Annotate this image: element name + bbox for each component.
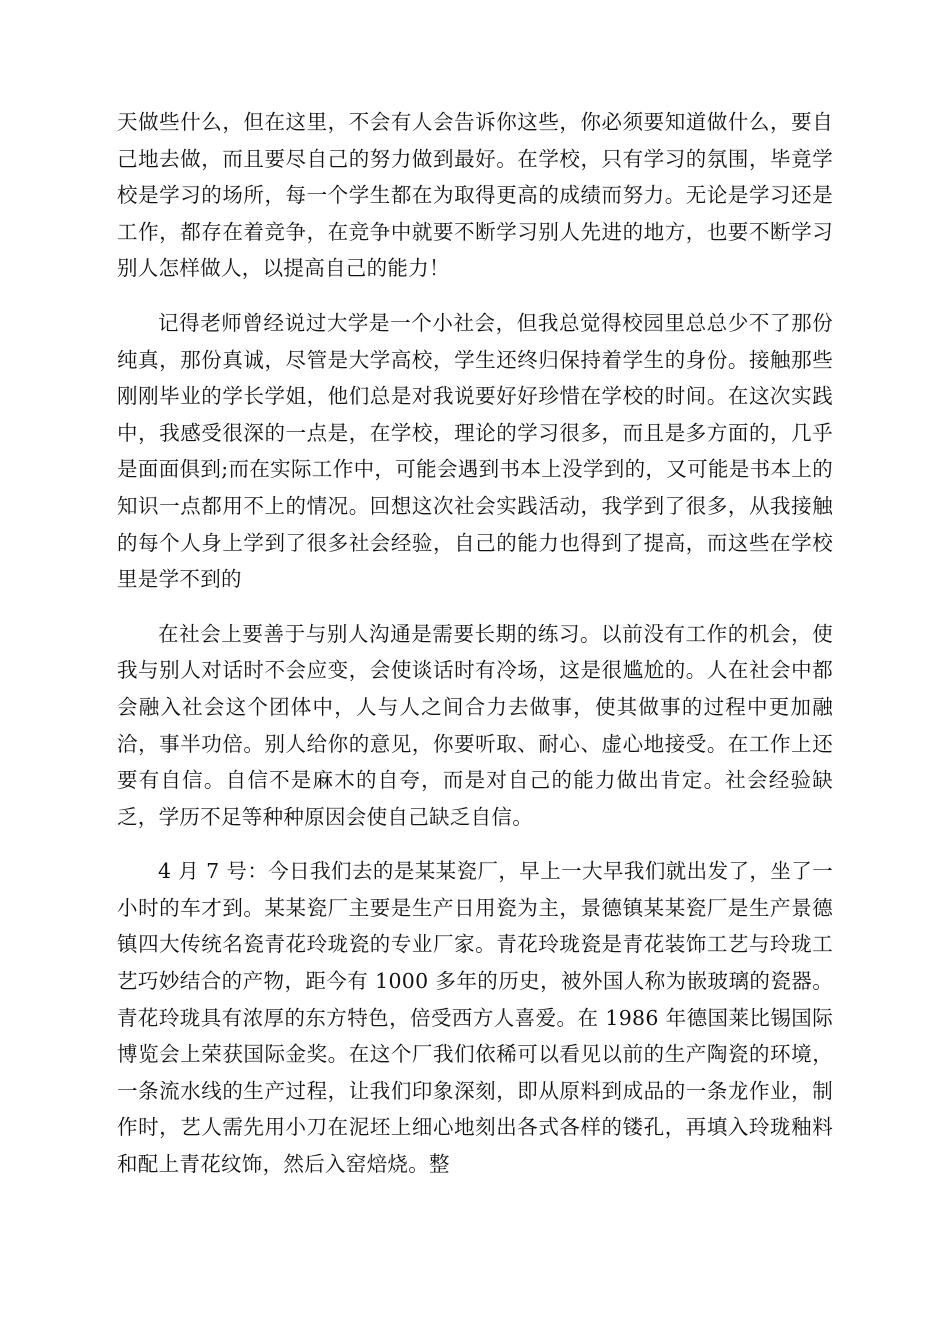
paragraph-spacer xyxy=(117,287,833,305)
paragraph-spacer xyxy=(117,598,833,616)
paragraph-spacer xyxy=(117,835,833,853)
document-body xyxy=(117,104,833,1183)
paragraph-campus-reflection: 记得老师曾经说过大学是一个小社会，但我总觉得校园里总总少不了那份纯真，那份真诚，尽管是大学高校，学生还终归保持着学生的身份。接触那些刚刚毕业的学长学姐，他们总是对我说要好好珍惜在学校的时间。在这次实践中，我感受很深的一点是，在学校，理论的学习很多，而且是多方面的，几乎是面面俱到;而在实际工作中，可能会遇到书本上没学到的，又可能是书本上的知识一点都用不上的情况。回想这次社会实践活动，我学到了很多，从我接触的每个人身上学到了很多社会经验，自己的能力也得到了提高，而这些在学校里是学不到的 xyxy=(117,310,833,592)
paragraph-communication: 在社会上要善于与别人沟通是需要长期的练习。以前没有工作的机会，使我与别人对话时不会应变，会使谈话时有冷场，这是很尴尬的。人在社会中都会融入社会这个团体中，人与人之间合力去做事，使其做事的过程中更加融洽，事半功倍。别人给你的意见，你要听取、耐心、虚心地接受。在工作上还要有自信。自信不是麻木的自夸，而是对自己的能力做出肯定。社会经验缺乏，学历不足等种种原因会使自己缺乏自信。 xyxy=(117,621,833,829)
paragraph-porcelain-factory: 4 月 7 号：今日我们去的是某某瓷厂，早上一大早我们就出发了，坐了一小时的车才到。某某瓷厂主要是生产日用瓷为主，景德镇某某瓷厂是生产景德镇四大传统名瓷青花玲珑瓷的专业厂家。青花玲珑瓷是青花装饰工艺与玲珑工艺巧妙结合的产物，距今有 1000 多年的历史，被外国人称为嵌玻璃的瓷器。青花玲珑具有浓厚的东方特色，倍受西方人喜爱。在 1986 年德国莱比锡国际博览会上荣获国际金奖。在这个厂我们依稀可以看见以前的生产陶瓷的环境，一条流水线的生产过程，让我们印象深刻，即从原料到成品的一条龙作业，制作时，艺人需先用小刀在泥坯上细心地刻出各式各样的镂孔，再填入玲珑釉料和配上青花纹饰，然后入窑焙烧。整 xyxy=(117,859,833,1177)
paragraph-continuation: 天做些什么，但在这里，不会有人会告诉你这些，你必须要知道做什么，要自己地去做，而且要尽自己的努力做到最好。在学校，只有学习的氛围，毕竟学校是学习的场所，每一个学生都在为取得更高的成绩而努力。无论是学习还是工作，都存在着竞争，在竞争中就要不断学习别人先进的地方，也要不断学习别人怎样做人，以提高自己的能力！ xyxy=(117,110,833,281)
